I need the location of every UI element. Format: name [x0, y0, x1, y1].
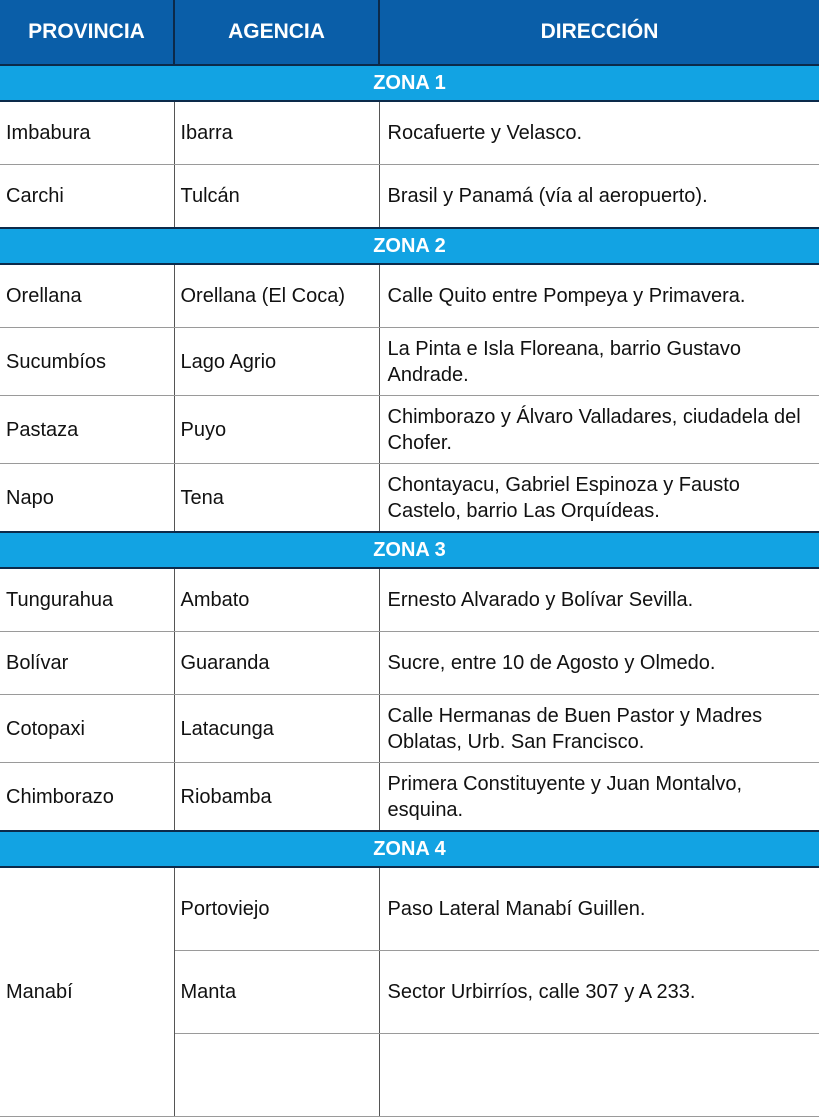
header-provincia: PROVINCIA [0, 0, 174, 65]
cell-direccion: Calle Quito entre Pompeya y Primavera. [379, 264, 819, 328]
cell-agencia: Guaranda [174, 632, 379, 695]
zone-label: ZONA 4 [0, 831, 819, 867]
cell-direccion: La Pinta e Isla Floreana, barrio Gustavo Andrade. [379, 328, 819, 396]
cell-direccion: Chontayacu, Gabriel Espinoza y Fausto Castelo, barrio Las Orquídeas. [379, 464, 819, 533]
cell-provincia: Cotopaxi [0, 695, 174, 763]
cell-provincia: Tungurahua [0, 568, 174, 632]
cell-agencia: Tena [174, 464, 379, 533]
cell-provincia: Carchi [0, 165, 174, 229]
cell-agencia: Portoviejo [174, 867, 379, 951]
cell-agencia: Riobamba [174, 763, 379, 832]
cell-provincia: Imbabura [0, 101, 174, 165]
cell-provincia: Pastaza [0, 396, 174, 464]
cell-agencia: Latacunga [174, 695, 379, 763]
zone-label: ZONA 1 [0, 65, 819, 101]
cell-direccion: Sector Urbirríos, calle 307 y A 233. [379, 951, 819, 1034]
header-row [0, 0, 819, 65]
table-row [0, 264, 819, 328]
zone-row [0, 831, 819, 867]
table-row [0, 763, 819, 832]
cell-agencia: Ambato [174, 568, 379, 632]
cell-provincia: Orellana [0, 264, 174, 328]
cell-agencia [174, 1034, 379, 1117]
cell-agencia: Lago Agrio [174, 328, 379, 396]
cell-direccion: Rocafuerte y Velasco. [379, 101, 819, 165]
cell-provincia: Chimborazo [0, 763, 174, 832]
zone-label: ZONA 2 [0, 228, 819, 264]
table-row [0, 867, 819, 951]
cell-agencia: Manta [174, 951, 379, 1034]
table-row [0, 632, 819, 695]
cell-agencia: Tulcán [174, 165, 379, 229]
header-direccion: DIRECCIÓN [379, 0, 819, 65]
cell-provincia: Manabí [0, 867, 174, 1117]
table-row [0, 568, 819, 632]
cell-direccion: Paso Lateral Manabí Guillen. [379, 867, 819, 951]
cell-provincia: Napo [0, 464, 174, 533]
cell-direccion: Calle Hermanas de Buen Pastor y Madres Oblatas, Urb. San Francisco. [379, 695, 819, 763]
zone-label: ZONA 3 [0, 532, 819, 568]
table-row [0, 464, 819, 533]
table-row [0, 695, 819, 763]
cell-agencia: Puyo [174, 396, 379, 464]
cell-direccion: Chimborazo y Álvaro Valladares, ciudadela del Chofer. [379, 396, 819, 464]
header-agencia: AGENCIA [174, 0, 379, 65]
cell-direccion: Primera Constituyente y Juan Montalvo, esquina. [379, 763, 819, 832]
cell-direccion: Sucre, entre 10 de Agosto y Olmedo. [379, 632, 819, 695]
cell-direccion: Ernesto Alvarado y Bolívar Sevilla. [379, 568, 819, 632]
cell-direccion [379, 1034, 819, 1117]
table-row [0, 101, 819, 165]
zone-row [0, 532, 819, 568]
zone-row [0, 228, 819, 264]
cell-provincia: Sucumbíos [0, 328, 174, 396]
table-row [0, 396, 819, 464]
table-row [0, 165, 819, 229]
cell-agencia: Orellana (El Coca) [174, 264, 379, 328]
table-row [0, 328, 819, 396]
cell-direccion: Brasil y Panamá (vía al aeropuerto). [379, 165, 819, 229]
cell-provincia: Bolívar [0, 632, 174, 695]
zone-row [0, 65, 819, 101]
cell-agencia: Ibarra [174, 101, 379, 165]
